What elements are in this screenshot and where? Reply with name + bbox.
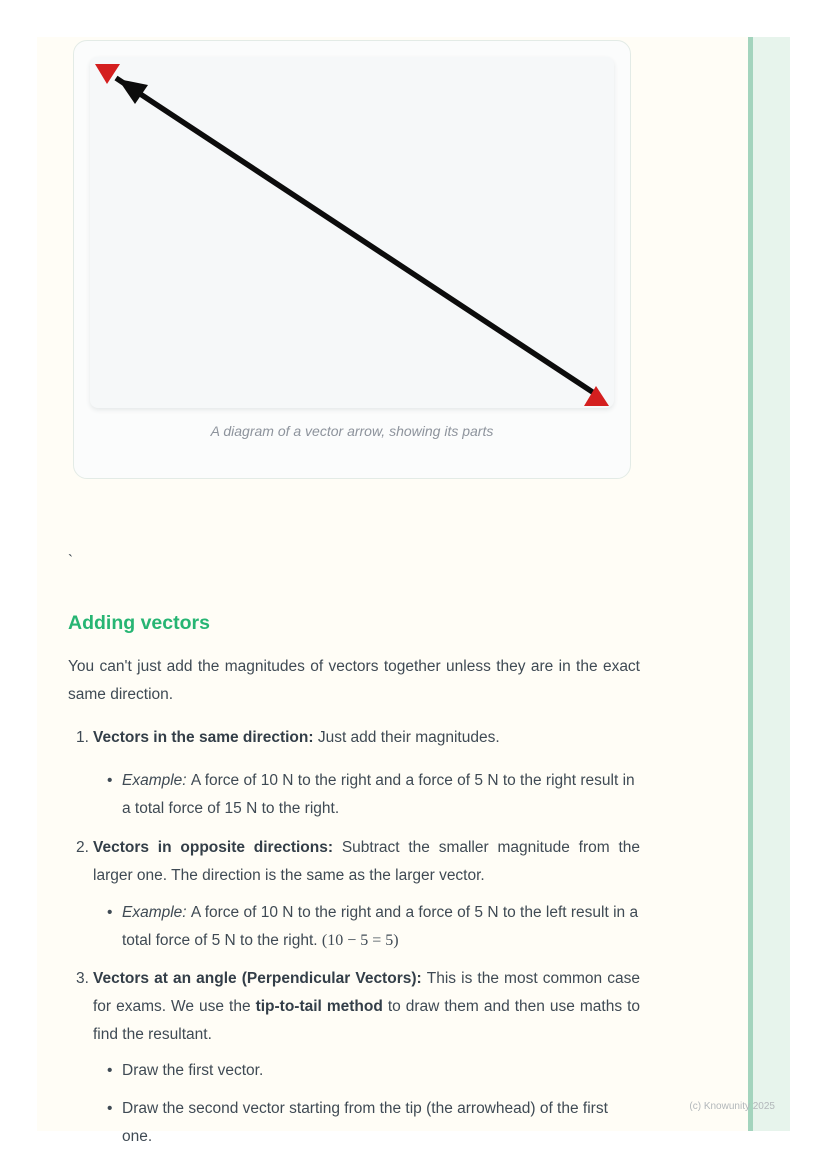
list-item-2-text xyxy=(93,834,640,890)
bullet-body: Draw the second vector starting from the tip (the arrowhead) of the first one. xyxy=(122,1100,608,1145)
list-item-1 xyxy=(68,724,640,752)
list-item-2-body: Subtract the smaller magnitude from the larger one. The direction is the same as the larger vector. xyxy=(93,839,641,884)
list-item-2 xyxy=(68,834,640,890)
bullet-body: Draw the first vector. xyxy=(122,1062,264,1079)
stray-character: ` xyxy=(68,552,73,569)
list-item-2-lead: Vectors in opposite directions: xyxy=(93,839,342,856)
bullet-icon: • xyxy=(107,1100,113,1117)
bullet-icon: • xyxy=(107,1062,113,1079)
example-body: A force of 10 N to the right and a force of 5 N to the right result in a total force of 15 N to the right. xyxy=(122,772,635,817)
vector-arrow-graphic xyxy=(90,57,614,408)
bullet-icon: • xyxy=(107,904,113,921)
list-item-3-bold-phrase: tip-to-tail method xyxy=(255,998,383,1015)
list-item-3 xyxy=(68,965,640,1049)
list-item-3-bullet-1 xyxy=(107,1057,640,1085)
figure-card xyxy=(73,40,631,479)
list-item-2-bullet xyxy=(107,899,640,955)
list-item-2-number: 2. xyxy=(76,839,89,856)
document-text xyxy=(68,547,640,1151)
vector-diagram xyxy=(90,57,614,408)
list-item-1-text xyxy=(93,724,640,752)
page-edge-strip xyxy=(748,37,790,1131)
copyright-watermark: (c) Knowunity 2025 xyxy=(689,1101,775,1112)
example-label: Example: xyxy=(122,904,191,921)
list-item-1-body: Just add their magnitudes. xyxy=(317,729,500,746)
document-page xyxy=(37,37,790,1145)
intro-paragraph: You can't just add the magnitudes of vectors together unless they are in the exact same direction. xyxy=(68,658,640,703)
figure-caption: A diagram of a vector arrow, showing its parts xyxy=(210,423,494,439)
list-item-3-body-before: This is the most common case for exams. We use the xyxy=(93,970,640,1015)
example-math: (10 − 5 = 5) xyxy=(321,932,399,949)
vector-line xyxy=(116,78,594,393)
list-item-3-text xyxy=(93,965,640,1049)
list-item-3-bullet-2 xyxy=(107,1095,640,1151)
example-body: A force of 10 N to the right and a force of 5 N to the left result in a total force of 5 N to the right. xyxy=(122,904,639,949)
numbered-list xyxy=(68,724,640,1151)
example-text xyxy=(122,767,640,823)
example-text xyxy=(122,899,640,955)
bullet-icon: • xyxy=(107,772,113,789)
list-item-3-lead: Vectors at an angle (Perpendicular Vectors): xyxy=(93,970,427,987)
list-item-3-body-after: to draw them and then use maths to find the resultant. xyxy=(93,998,641,1043)
list-item-1-bullet xyxy=(107,767,640,823)
section-heading: Adding vectors xyxy=(68,612,210,634)
example-label: Example: xyxy=(122,772,191,789)
list-item-3-number: 3. xyxy=(76,970,89,987)
list-item-1-lead: Vectors in the same direction: xyxy=(93,729,318,746)
direction-arrowhead-icon xyxy=(118,79,148,104)
list-item-1-number: 1. xyxy=(76,729,89,746)
